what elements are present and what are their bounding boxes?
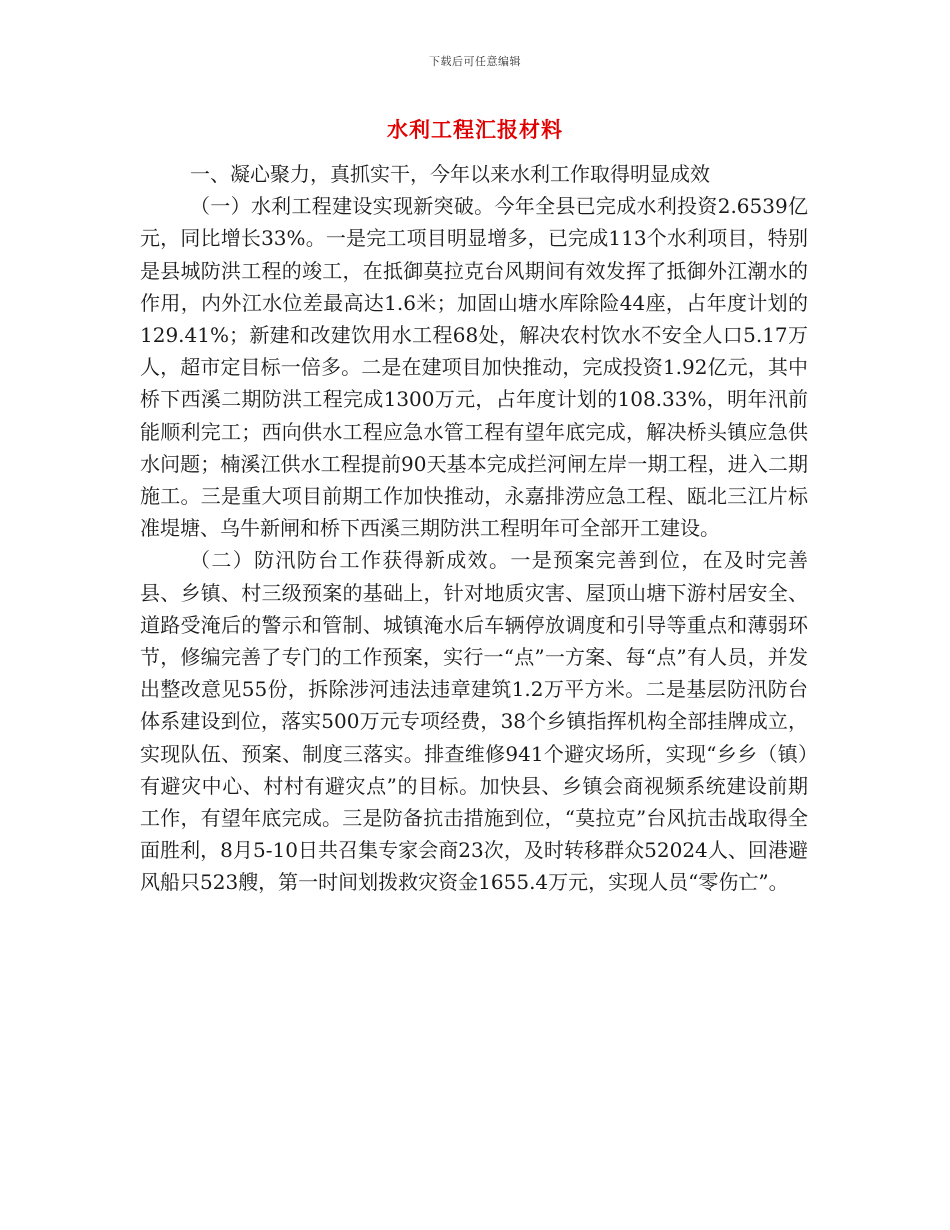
page-header-note: 下载后可任意编辑 xyxy=(429,55,521,68)
paragraph-flood-control: （二）防汛防台工作获得新成效。一是预案完善到位，在及时完善县、乡镇、村三级预案的基础上，针对地质灾害、屋顶山塘下游村居安全、道路受淹后的警示和管制、城镇淹水后车辆停放调度和引导等重点和薄弱环节，修编完善了专门的工作预案，实行一“点”一方案、每“点”有人员，并发出整改意见55份，拆除涉河违法违章建筑1.2万平方米。二是基层防汛防台体系建设到位，落实500万元专项经费，38个乡镇指挥机构全部挂牌成立，实现队伍、预案、制度三落实。排查维修941个避灾场所，实现“乡乡（镇）有避灾中心、村村有避灾点”的目标。加快县、乡镇会商视频系统建设前期工作，有望年底完成。三是防备抗击措施到位，“莫拉克”台风抗击战取得全面胜利，8月5-10日共召集专家会商23次，及时转移群众52024人、回港避风船只523艘，第一时间划拨救灾资金1655.4万元，实现人员“零伤亡”。 xyxy=(140,548,808,895)
document-title: 水利工程汇报材料 xyxy=(387,117,563,142)
document-body xyxy=(140,158,808,899)
paragraph-water-projects: （一）水利工程建设实现新突破。今年全县已完成水利投资2.6539亿元，同比增长33%。一是完工项目明显增多，已完成113个水利项目，特别是县城防洪工程的竣工，在抵御莫拉克台风期间有效发挥了抵御外江潮水的作用，内外江水位差最高达1.6米；加固山塘水库除险44座，占年度计划的129.41%；新建和改建饮用水工程68处，解决农村饮水不安全人口5.17万人，超市定目标一倍多。二是在建项目加快推动，完成投资1.92亿元，其中桥下西溪二期防洪工程完成1300万元，占年度计划的108.33%，明年汛前能顺利完工；西向供水工程应急水管工程有望年底完成，解决桥头镇应急供水问题；楠溪江供水工程提前90天基本完成拦河闸左岸一期工程，进入二期施工。三是重大项目前期工作加快推动，永嘉排涝应急工程、瓯北三江片标准堤塘、乌牛新闸和桥下西溪三期防洪工程明年可全部开工建设。 xyxy=(140,194,808,541)
section-heading: 一、凝心聚力，真抓实干，今年以来水利工作取得明显成效 xyxy=(190,162,710,186)
